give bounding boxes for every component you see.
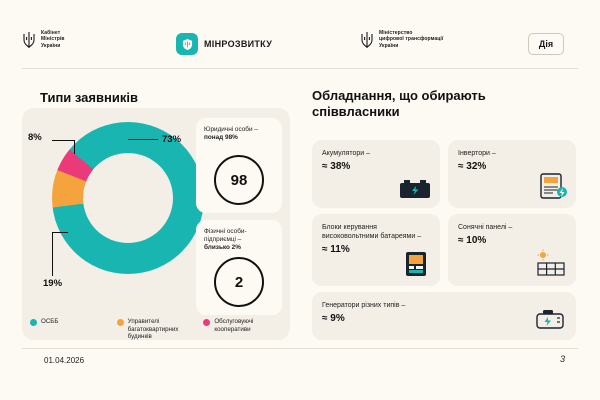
logo1-line2: Міністрів	[41, 36, 65, 43]
equipment-card-solar-panels	[448, 214, 576, 286]
equipment-label-5: Генератори різних типів –	[322, 302, 406, 309]
trident-icon-2	[360, 31, 374, 49]
equipment-card-control-units	[312, 214, 440, 286]
donut-label-managers: 19%	[43, 278, 63, 289]
logo-cabinet-of-ministers	[22, 30, 65, 49]
solar-panel-icon	[534, 249, 568, 279]
leader-line-8b	[74, 140, 75, 154]
page-number: 3	[560, 354, 566, 364]
inverter-icon	[538, 171, 568, 201]
legend-label-2: Управителі багатоквартирних будинків	[127, 318, 179, 341]
leader-line-73	[128, 139, 158, 140]
donut-legend	[30, 318, 282, 341]
donut-label-coop: 8%	[28, 132, 42, 143]
equipment-value-4: ≈ 10%	[458, 235, 487, 246]
logo2-label: МІНРОЗВИТКУ	[204, 39, 273, 49]
right-section-title: Обладнання, що обирають співвласники	[312, 88, 486, 119]
stat-1-value: 98	[214, 155, 264, 205]
equipment-card-generators	[312, 292, 576, 340]
stat-2-title-bold: близько 2%	[204, 244, 241, 251]
stat-1-title-bold: понад 98%	[204, 134, 238, 141]
stat-1-title	[204, 126, 274, 142]
legend-dot-icon-1	[30, 319, 37, 326]
equipment-card-inverters	[448, 140, 576, 208]
logo-minrozvytku	[176, 33, 272, 55]
stat-2-value: 2	[214, 257, 264, 307]
legend-item-osbb	[30, 318, 109, 341]
stat-2-title	[204, 228, 274, 252]
left-section-title: Типи заявників	[40, 90, 138, 105]
equipment-card-batteries	[312, 140, 440, 208]
stat-card-legal-entities	[196, 118, 282, 213]
logo1-line3: України	[41, 42, 61, 49]
equipment-label-2: Інвертори –	[458, 150, 496, 157]
donut-label-osbb: 73%	[162, 134, 182, 145]
legend-label-3: Обслуговуючі кооперативи	[214, 318, 254, 333]
legend-label-1: ОСББ	[41, 318, 59, 325]
logo1-line1: Кабінет	[41, 30, 61, 36]
stat-1-title-plain: Юридичні особи –	[204, 126, 258, 133]
legend-item-managers	[117, 318, 196, 341]
shield-icon	[176, 33, 198, 55]
leader-line-19b	[52, 232, 68, 233]
logo3-line1: Міністерство	[379, 30, 413, 36]
equipment-label-3: Блоки керування високовольтними батареями –	[322, 224, 422, 240]
header-divider	[22, 22, 578, 69]
logo-diia: Дія	[528, 33, 564, 55]
footer-divider	[22, 348, 578, 349]
equipment-value-5: ≈ 9%	[322, 313, 345, 324]
equipment-value-3: ≈ 11%	[322, 244, 350, 255]
control-unit-icon	[402, 249, 432, 279]
equipment-value-2: ≈ 32%	[458, 161, 487, 172]
footer-date: 01.04.2026	[44, 356, 85, 365]
trident-icon	[22, 31, 36, 49]
generator-icon	[534, 307, 568, 333]
leader-line-8	[52, 140, 74, 141]
stat-card-individual-entrepreneurs	[196, 220, 282, 315]
legend-dot-icon-3	[203, 319, 210, 326]
equipment-label-4: Сонячні панелі –	[458, 224, 513, 231]
stat-2-title-plain: Фізичні особи-підприємці –	[204, 228, 247, 243]
logo3-line2: цифрової трансформації	[379, 36, 444, 43]
donut-hole	[83, 153, 173, 243]
equipment-value-1: ≈ 38%	[322, 161, 351, 172]
legend-item-coops	[203, 318, 282, 341]
equipment-label-1: Акумулятори –	[322, 150, 371, 157]
battery-icon	[398, 175, 432, 201]
legend-dot-icon-2	[117, 319, 124, 326]
logo-mintsyfra	[360, 30, 443, 49]
logo3-line3: України	[379, 42, 399, 49]
leader-line-19	[52, 232, 53, 276]
